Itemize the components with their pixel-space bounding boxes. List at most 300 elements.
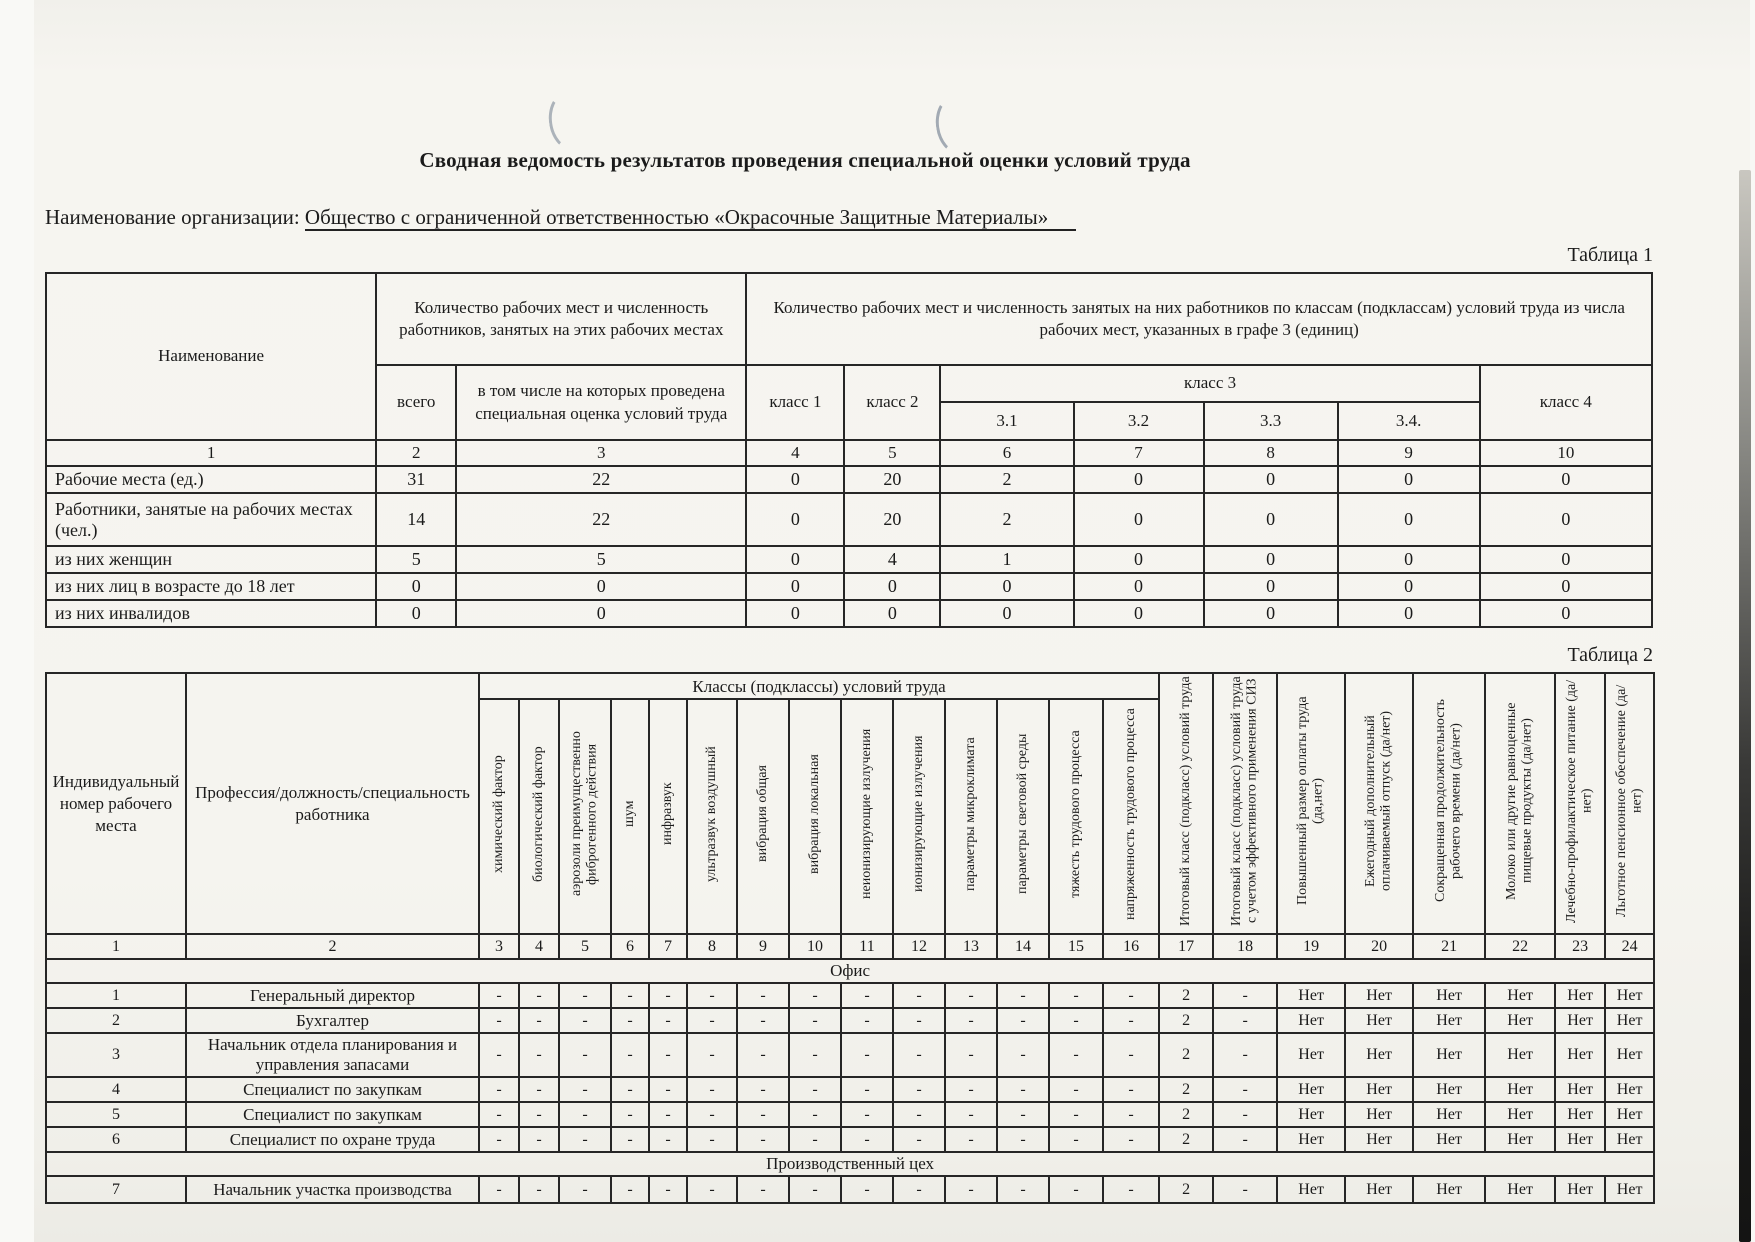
table2-col-factor — [945, 699, 997, 934]
table1-col-total: всего — [376, 365, 456, 440]
table1-row-label: из них лиц в возрасте до 18 лет — [46, 573, 376, 600]
factor-class-cell: - — [611, 983, 649, 1008]
factor-class-cell: - — [841, 1102, 893, 1127]
table1-value-cell: 0 — [1204, 573, 1338, 600]
table2-column-number: 10 — [789, 934, 841, 959]
factor-class-cell: - — [1049, 1102, 1103, 1127]
table2-column-number: 6 — [611, 934, 649, 959]
table1-row — [46, 546, 1652, 573]
factor-class-cell: - — [1103, 1077, 1159, 1102]
factor-class-cell: - — [789, 1176, 841, 1203]
factor-class-cell: - — [611, 1127, 649, 1152]
workplace-number-cell: 4 — [46, 1077, 186, 1102]
table2-col-result — [1159, 673, 1213, 934]
table1-value-cell: 0 — [1204, 546, 1338, 573]
table1-value-cell: 2 — [940, 466, 1073, 493]
table1-value-cell: 0 — [1480, 493, 1652, 546]
table1-value-cell: 0 — [1204, 466, 1338, 493]
table2-col-factor — [893, 699, 945, 934]
table2-column-number: 3 — [479, 934, 519, 959]
factor-class-cell: - — [479, 1102, 519, 1127]
table2-column-number: 18 — [1213, 934, 1277, 959]
workplace-number-cell: 6 — [46, 1127, 186, 1152]
table2-column-number: 2 — [186, 934, 479, 959]
factor-class-cell: - — [611, 1077, 649, 1102]
table1-value-cell: 0 — [844, 573, 940, 600]
table1-value-cell: 0 — [1480, 546, 1652, 573]
table2-col-profession: Профессия/должность/специальность работника — [186, 673, 479, 934]
table1-row — [46, 600, 1652, 627]
table2-section-title: Производственный цех — [46, 1152, 1654, 1176]
factor-class-cell: - — [997, 1077, 1049, 1102]
factor-class-cell: - — [893, 1033, 945, 1077]
organization-label: Наименование организации: — [45, 205, 300, 229]
table2-column-number: 17 — [1159, 934, 1213, 959]
factor-class-cell: - — [1049, 1077, 1103, 1102]
table1-row-label: из них инвалидов — [46, 600, 376, 627]
factor-class-cell: - — [611, 1033, 649, 1077]
table1-column-number: 6 — [940, 440, 1073, 466]
factor-class-cell: - — [997, 983, 1049, 1008]
scan-curl-mark-left — [545, 89, 593, 152]
table2-factor-header-text: напряженность трудового процесса — [1123, 708, 1139, 921]
benefit-cell: Нет — [1555, 1127, 1605, 1152]
profession-cell: Начальник участка производства — [186, 1176, 479, 1203]
table1-value-cell: 0 — [456, 573, 746, 600]
factor-class-cell: - — [559, 1127, 611, 1152]
factor-class-cell: - — [737, 983, 789, 1008]
factor-class-cell: - — [893, 983, 945, 1008]
table1-value-cell: 0 — [456, 600, 746, 627]
table2-col-result — [1555, 673, 1605, 934]
table1-value-cell: 0 — [940, 573, 1073, 600]
factor-class-cell: - — [945, 1077, 997, 1102]
table2-result-header-text: Итоговый класс (подкласс) условий труда — [1178, 676, 1194, 927]
factor-class-cell: - — [893, 1077, 945, 1102]
factor-class-cell: - — [479, 1176, 519, 1203]
benefit-cell: Нет — [1345, 1077, 1413, 1102]
table2-factor-header-text: неионизирующие излучения — [859, 729, 875, 900]
table1-col-class3-sub: 3.1 — [940, 402, 1073, 440]
table2-factor-header-text: ионизирующие излучения — [911, 736, 927, 893]
table2-column-number: 21 — [1413, 934, 1485, 959]
table1-column-number: 2 — [376, 440, 456, 466]
table2-column-number: 23 — [1555, 934, 1605, 959]
table1-column-number: 8 — [1204, 440, 1338, 466]
factor-class-cell: - — [997, 1033, 1049, 1077]
final-class-siz-cell: - — [1213, 1008, 1277, 1033]
page-title: Сводная ведомость результатов проведения специальной оценки условий труда — [419, 148, 1191, 172]
factor-class-cell: - — [789, 1102, 841, 1127]
profession-cell: Бухгалтер — [186, 1008, 479, 1033]
factor-class-cell: - — [789, 1077, 841, 1102]
factor-class-cell: - — [559, 1176, 611, 1203]
table1-value-cell: 0 — [746, 493, 844, 546]
factor-class-cell: - — [789, 1127, 841, 1152]
benefit-cell: Нет — [1555, 1008, 1605, 1033]
factor-class-cell: - — [479, 1033, 519, 1077]
benefit-cell: Нет — [1485, 1077, 1555, 1102]
table1-value-cell: 22 — [456, 493, 746, 546]
table2-col-factor — [559, 699, 611, 934]
factor-class-cell: - — [841, 1033, 893, 1077]
table2-col-factor — [1049, 699, 1103, 934]
workplace-row — [46, 1127, 1654, 1152]
benefit-cell: Нет — [1605, 1008, 1654, 1033]
workplace-row — [46, 1033, 1654, 1077]
benefit-cell: Нет — [1555, 1033, 1605, 1077]
factor-class-cell: - — [737, 1077, 789, 1102]
table2-column-number: 22 — [1485, 934, 1555, 959]
workplace-row — [46, 983, 1654, 1008]
table2-column-number: 14 — [997, 934, 1049, 959]
workplace-number-cell: 1 — [46, 983, 186, 1008]
table2-result-header-text: Льготное пенсионное обеспечение (да/нет) — [1613, 685, 1645, 918]
benefit-cell: Нет — [1413, 1077, 1485, 1102]
factor-class-cell: - — [649, 1127, 687, 1152]
table2-factor-header-text: параметры световой среды — [1015, 734, 1031, 895]
factor-class-cell: - — [893, 1102, 945, 1127]
table1-column-number: 3 — [456, 440, 746, 466]
table2-column-number: 9 — [737, 934, 789, 959]
benefit-cell: Нет — [1413, 1176, 1485, 1203]
table2-col-factor — [737, 699, 789, 934]
table1-value-cell: 0 — [1480, 573, 1652, 600]
table1-caption: Таблица 1 — [1567, 244, 1653, 266]
benefit-cell: Нет — [1605, 1033, 1654, 1077]
factor-class-cell: - — [737, 1127, 789, 1152]
final-class-cell: 2 — [1159, 1008, 1213, 1033]
benefit-cell: Нет — [1277, 1102, 1345, 1127]
final-class-cell: 2 — [1159, 1033, 1213, 1077]
table2-factor-header-text: ультразвук воздушный — [704, 746, 720, 883]
table2-column-number: 15 — [1049, 934, 1103, 959]
table2-section-row — [46, 959, 1654, 983]
table2-section-title: Офис — [46, 959, 1654, 983]
benefit-cell: Нет — [1485, 1008, 1555, 1033]
table1-value-cell: 0 — [1338, 546, 1480, 573]
table2-column-number: 12 — [893, 934, 945, 959]
table1-value-cell: 0 — [746, 546, 844, 573]
factor-class-cell: - — [841, 983, 893, 1008]
profession-cell: Генеральный директор — [186, 983, 479, 1008]
factor-class-cell: - — [1049, 1008, 1103, 1033]
table1-row — [46, 493, 1652, 546]
benefit-cell: Нет — [1485, 1176, 1555, 1203]
benefit-cell: Нет — [1345, 1102, 1413, 1127]
table1-group-class3: класс 3 — [940, 365, 1479, 402]
table2-column-number: 8 — [687, 934, 737, 959]
factor-class-cell: - — [997, 1127, 1049, 1152]
workplace-number-cell: 7 — [46, 1176, 186, 1203]
workplace-row — [46, 1176, 1654, 1203]
table1-value-cell: 0 — [844, 600, 940, 627]
factor-class-cell: - — [997, 1008, 1049, 1033]
table1-column-number: 10 — [1480, 440, 1652, 466]
factor-class-cell: - — [1049, 1176, 1103, 1203]
factor-class-cell: - — [893, 1176, 945, 1203]
factor-class-cell: - — [649, 1033, 687, 1077]
table1-column-number: 4 — [746, 440, 844, 466]
table2-col-factor — [649, 699, 687, 934]
factor-class-cell: - — [519, 1008, 559, 1033]
benefit-cell: Нет — [1605, 1077, 1654, 1102]
benefit-cell: Нет — [1555, 983, 1605, 1008]
table1-value-cell: 0 — [1480, 466, 1652, 493]
table1-column-number: 7 — [1074, 440, 1204, 466]
factor-class-cell: - — [737, 1008, 789, 1033]
table1-value-cell: 4 — [844, 546, 940, 573]
table1-group-places: Количество рабочих мест и численность работников, занятых на этих рабочих местах — [376, 273, 746, 365]
factor-class-cell: - — [611, 1176, 649, 1203]
table1-value-cell: 5 — [456, 546, 746, 573]
benefit-cell: Нет — [1555, 1102, 1605, 1127]
table1-value-cell: 2 — [940, 493, 1073, 546]
table2-col-result — [1213, 673, 1277, 934]
table2-col-factor — [519, 699, 559, 934]
table2-col-factor — [687, 699, 737, 934]
table2-result-header-text: Повышенный размер оплаты труда (да,нет) — [1295, 697, 1327, 906]
benefit-cell: Нет — [1413, 1008, 1485, 1033]
table2-details — [45, 672, 1655, 1204]
table2-factor-header-text: тяжесть трудового процесса — [1068, 730, 1084, 899]
benefit-cell: Нет — [1345, 1176, 1413, 1203]
final-class-siz-cell: - — [1213, 1127, 1277, 1152]
factor-class-cell: - — [737, 1102, 789, 1127]
table2-factor-header-text: инфразвук — [660, 783, 676, 846]
workplace-row — [46, 1077, 1654, 1102]
factor-class-cell: - — [649, 983, 687, 1008]
benefit-cell: Нет — [1277, 1033, 1345, 1077]
benefit-cell: Нет — [1277, 1176, 1345, 1203]
table2-column-number: 1 — [46, 934, 186, 959]
table2-col-factor — [841, 699, 893, 934]
factor-class-cell: - — [611, 1008, 649, 1033]
table1-value-cell: 0 — [376, 573, 456, 600]
table2-col-workplace-number: Индивидуальный номер рабочего места — [46, 673, 186, 934]
table2-section-row — [46, 1152, 1654, 1176]
table2-column-number: 24 — [1605, 934, 1654, 959]
factor-class-cell: - — [519, 1127, 559, 1152]
table2-factor-header-text: вибрация общая — [755, 765, 771, 863]
benefit-cell: Нет — [1277, 1077, 1345, 1102]
factor-class-cell: - — [1103, 983, 1159, 1008]
profession-cell: Специалист по закупкам — [186, 1102, 479, 1127]
profession-cell: Специалист по охране труда — [186, 1127, 479, 1152]
benefit-cell: Нет — [1605, 983, 1654, 1008]
benefit-cell: Нет — [1485, 1102, 1555, 1127]
table2-group-classes: Классы (подклассы) условий труда — [479, 673, 1159, 699]
table1-value-cell: 0 — [1338, 466, 1480, 493]
table1-col-class3-sub: 3.2 — [1074, 402, 1204, 440]
table1-value-cell: 5 — [376, 546, 456, 573]
benefit-cell: Нет — [1605, 1102, 1654, 1127]
table1-group-classes: Количество рабочих мест и численность занятых на них работников по классам (подклассам) условий труда из числа рабочих мест, указанных в графе 3 (единиц) — [746, 273, 1652, 365]
factor-class-cell: - — [1103, 1102, 1159, 1127]
table1-value-cell: 0 — [1074, 466, 1204, 493]
table2-factor-header-text: химический фактор — [491, 755, 507, 874]
workplace-number-cell: 3 — [46, 1033, 186, 1077]
benefit-cell: Нет — [1413, 1033, 1485, 1077]
factor-class-cell: - — [1103, 1008, 1159, 1033]
benefit-cell: Нет — [1345, 983, 1413, 1008]
factor-class-cell: - — [1049, 1127, 1103, 1152]
factor-class-cell: - — [479, 983, 519, 1008]
factor-class-cell: - — [841, 1008, 893, 1033]
benefit-cell: Нет — [1345, 1127, 1413, 1152]
factor-class-cell: - — [1103, 1127, 1159, 1152]
factor-class-cell: - — [479, 1127, 519, 1152]
profession-cell: Начальник отдела планирования и управления запасами — [186, 1033, 479, 1077]
factor-class-cell: - — [997, 1102, 1049, 1127]
benefit-cell: Нет — [1277, 1008, 1345, 1033]
table2-factor-header-text: вибрация локальная — [807, 754, 823, 875]
table1-value-cell: 0 — [746, 466, 844, 493]
table2-column-number: 16 — [1103, 934, 1159, 959]
table2-col-result — [1277, 673, 1345, 934]
factor-class-cell: - — [789, 1033, 841, 1077]
table2-column-number: 7 — [649, 934, 687, 959]
table2-result-header-text: Итоговый класс (подкласс) условий труда с учетом эффективного применения СИЗ — [1229, 676, 1261, 927]
factor-class-cell: - — [789, 1008, 841, 1033]
factor-class-cell: - — [559, 1077, 611, 1102]
table1-row-label: Работники, занятые на рабочих местах (чел.) — [46, 493, 376, 546]
table1-column-number: 5 — [844, 440, 940, 466]
table2-column-number: 11 — [841, 934, 893, 959]
factor-class-cell: - — [893, 1127, 945, 1152]
table2-col-result — [1605, 673, 1654, 934]
factor-class-cell: - — [519, 1033, 559, 1077]
table2-factor-header-text: аэрозоли преимущественно фиброгенного действия — [569, 731, 600, 897]
factor-class-cell: - — [945, 1176, 997, 1203]
factor-class-cell: - — [893, 1008, 945, 1033]
table1-value-cell: 0 — [376, 600, 456, 627]
table1-value-cell: 0 — [1338, 493, 1480, 546]
factor-class-cell: - — [841, 1176, 893, 1203]
factor-class-cell: - — [945, 1102, 997, 1127]
factor-class-cell: - — [945, 1008, 997, 1033]
factor-class-cell: - — [519, 1102, 559, 1127]
factor-class-cell: - — [945, 1127, 997, 1152]
workplace-number-cell: 2 — [46, 1008, 186, 1033]
table1-value-cell: 20 — [844, 466, 940, 493]
table1-value-cell: 14 — [376, 493, 456, 546]
factor-class-cell: - — [1049, 983, 1103, 1008]
factor-class-cell: - — [1103, 1033, 1159, 1077]
table1-value-cell: 0 — [1074, 546, 1204, 573]
final-class-cell: 2 — [1159, 1176, 1213, 1203]
factor-class-cell: - — [687, 983, 737, 1008]
benefit-cell: Нет — [1605, 1127, 1654, 1152]
table2-column-number: 5 — [559, 934, 611, 959]
benefit-cell: Нет — [1345, 1033, 1413, 1077]
table1-value-cell: 31 — [376, 466, 456, 493]
table1-column-number: 1 — [46, 440, 376, 466]
table2-result-header-text: Ежегодный дополнительный оплачиваемый отпуск (да/нет) — [1363, 711, 1395, 892]
final-class-cell: 2 — [1159, 1102, 1213, 1127]
benefit-cell: Нет — [1485, 1127, 1555, 1152]
table1-column-number: 9 — [1338, 440, 1480, 466]
factor-class-cell: - — [611, 1102, 649, 1127]
table1-value-cell: 0 — [746, 573, 844, 600]
factor-class-cell: - — [649, 1077, 687, 1102]
benefit-cell: Нет — [1277, 1127, 1345, 1152]
benefit-cell: Нет — [1413, 1127, 1485, 1152]
factor-class-cell: - — [559, 1008, 611, 1033]
factor-class-cell: - — [789, 983, 841, 1008]
factor-class-cell: - — [479, 1008, 519, 1033]
final-class-cell: 2 — [1159, 1077, 1213, 1102]
factor-class-cell: - — [519, 1077, 559, 1102]
table1-row-label: Рабочие места (ед.) — [46, 466, 376, 493]
table2-factor-header-text: параметры микроклимата — [963, 737, 979, 892]
final-class-siz-cell: - — [1213, 1077, 1277, 1102]
final-class-cell: 2 — [1159, 983, 1213, 1008]
table2-factor-header-text: шум — [622, 801, 638, 828]
page-left-margin — [0, 0, 34, 1242]
factor-class-cell: - — [649, 1176, 687, 1203]
factor-class-cell: - — [687, 1102, 737, 1127]
benefit-cell: Нет — [1605, 1176, 1654, 1203]
table2-column-number: 19 — [1277, 934, 1345, 959]
workplace-row — [46, 1008, 1654, 1033]
factor-class-cell: - — [1049, 1033, 1103, 1077]
table1-value-cell: 1 — [940, 546, 1073, 573]
table1-col-class3-sub: 3.3 — [1204, 402, 1338, 440]
table1-value-cell: 0 — [1338, 573, 1480, 600]
table1-row-label: из них женщин — [46, 546, 376, 573]
benefit-cell: Нет — [1345, 1008, 1413, 1033]
final-class-siz-cell: - — [1213, 1102, 1277, 1127]
final-class-siz-cell: - — [1213, 983, 1277, 1008]
final-class-cell: 2 — [1159, 1127, 1213, 1152]
factor-class-cell: - — [1103, 1176, 1159, 1203]
factor-class-cell: - — [687, 1077, 737, 1102]
table1-value-cell: 22 — [456, 466, 746, 493]
table1-value-cell: 20 — [844, 493, 940, 546]
benefit-cell: Нет — [1555, 1077, 1605, 1102]
factor-class-cell: - — [649, 1008, 687, 1033]
table1-col-class2: класс 2 — [844, 365, 940, 440]
factor-class-cell: - — [687, 1008, 737, 1033]
table1-value-cell: 0 — [1074, 600, 1204, 627]
table2-caption: Таблица 2 — [1567, 644, 1653, 667]
table2-col-result — [1345, 673, 1413, 934]
factor-class-cell: - — [687, 1033, 737, 1077]
table1-col-class4: класс 4 — [1480, 365, 1652, 440]
table2-result-header-text: Лечебно-профилактическое питание (да/нет) — [1564, 679, 1596, 923]
table1-value-cell: 0 — [1204, 600, 1338, 627]
table2-result-header-text: Молоко или другие равноценные пищевые продукты (да/нет) — [1504, 702, 1536, 901]
organization-line — [45, 205, 1755, 230]
factor-class-cell: - — [559, 1102, 611, 1127]
table2-col-factor — [997, 699, 1049, 934]
final-class-siz-cell: - — [1213, 1176, 1277, 1203]
table2-col-result — [1413, 673, 1485, 934]
profession-cell: Специалист по закупкам — [186, 1077, 479, 1102]
table2-col-factor — [479, 699, 519, 934]
table2-factor-header-text: биологический фактор — [531, 746, 547, 883]
factor-class-cell: - — [737, 1033, 789, 1077]
factor-class-cell: - — [737, 1176, 789, 1203]
benefit-cell: Нет — [1485, 983, 1555, 1008]
organization-name: Общество с ограниченной ответственностью «Окрасочные Защитные Материалы» — [305, 205, 1076, 231]
table2-result-header-text: Сокращенная продолжительность рабочего времени (да/нет) — [1433, 699, 1465, 903]
factor-class-cell: - — [687, 1127, 737, 1152]
factor-class-cell: - — [519, 983, 559, 1008]
table1-col-class1: класс 1 — [746, 365, 844, 440]
factor-class-cell: - — [649, 1102, 687, 1127]
